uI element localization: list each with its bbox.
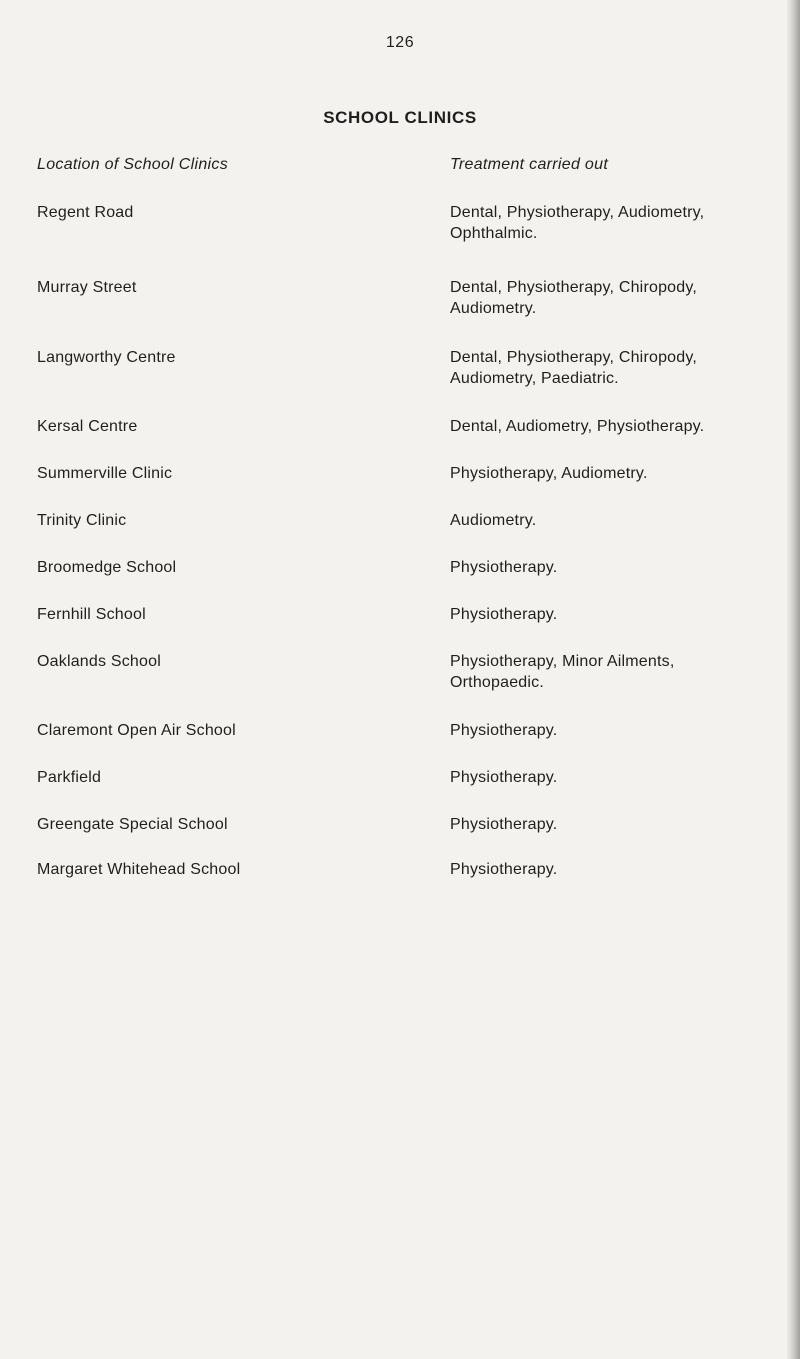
clinic-treatment: Dental, Audiometry, Physiotherapy. (450, 418, 705, 435)
clinic-treatment: Physiotherapy, Audiometry. (450, 465, 648, 482)
page-title: SCHOOL CLINICS (323, 108, 477, 127)
clinic-location: Kersal Centre (37, 418, 138, 435)
location-column-header: Location of School Clinics (37, 156, 229, 173)
clinic-treatment: Physiotherapy, Minor Ailments, Orthopaedic. (450, 653, 675, 691)
clinic-row (37, 814, 777, 859)
clinic-treatment: Physiotherapy. (450, 769, 558, 786)
clinic-treatment: Dental, Physiotherapy, Chiropody, Audiometry, Paediatric. (450, 349, 698, 387)
clinic-row (37, 463, 777, 510)
clinic-treatment: Audiometry. (450, 512, 537, 529)
clinic-row (37, 347, 777, 416)
clinic-location: Margaret Whitehead School (37, 861, 241, 878)
clinic-row (37, 202, 777, 277)
clinic-location: Trinity Clinic (37, 512, 127, 529)
clinic-treatment: Physiotherapy. (450, 606, 558, 623)
clinic-location: Regent Road (37, 204, 134, 221)
clinic-location: Greengate Special School (37, 816, 228, 833)
clinic-row (37, 416, 777, 463)
clinics-list (37, 202, 777, 904)
clinic-row (37, 510, 777, 557)
clinic-location: Broomedge School (37, 559, 177, 576)
clinic-treatment: Dental, Physiotherapy, Chiropody, Audiometry. (450, 279, 698, 317)
clinic-row (37, 651, 777, 720)
clinic-treatment: Physiotherapy. (450, 722, 558, 739)
clinic-location: Oaklands School (37, 653, 161, 670)
clinic-row (37, 557, 777, 604)
clinic-location: Claremont Open Air School (37, 722, 236, 739)
clinic-treatment: Physiotherapy. (450, 861, 558, 878)
clinic-treatment: Physiotherapy. (450, 816, 558, 833)
clinic-treatment: Dental, Physiotherapy, Audiometry, Ophthalmic. (450, 204, 705, 242)
clinic-location: Parkfield (37, 769, 102, 786)
clinic-row (37, 767, 777, 814)
clinic-row (37, 604, 777, 651)
clinic-location: Fernhill School (37, 606, 146, 623)
clinic-row (37, 720, 777, 767)
clinic-location: Summerville Clinic (37, 465, 173, 482)
clinic-row (37, 277, 777, 347)
clinic-treatment: Physiotherapy. (450, 559, 558, 576)
clinic-row (37, 859, 777, 904)
page-edge-shadow (786, 0, 800, 1359)
treatment-column-header: Treatment carried out (450, 156, 609, 173)
page-number: 126 (385, 34, 415, 51)
clinic-location: Murray Street (37, 279, 137, 296)
clinic-location: Langworthy Centre (37, 349, 176, 366)
